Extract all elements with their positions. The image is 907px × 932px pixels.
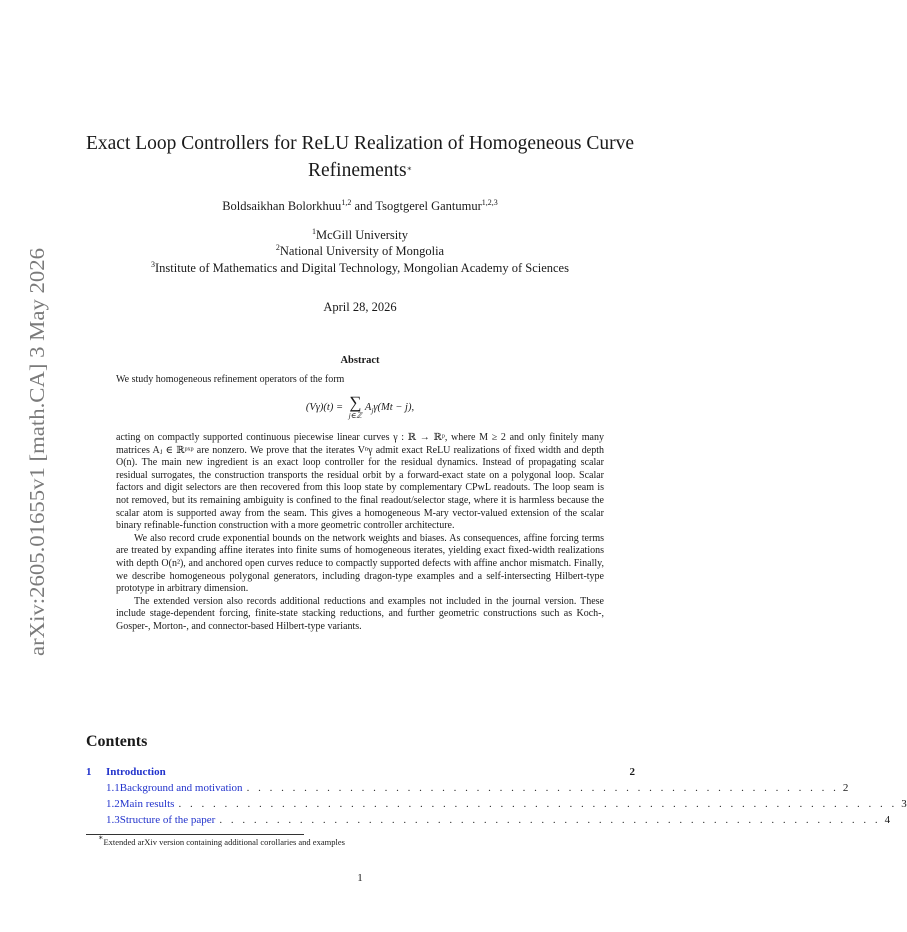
author-2-affil: 1,2,3 (481, 198, 498, 207)
toc-page: 3 (901, 798, 907, 810)
footnote (98, 833, 345, 847)
affiliation-2 (60, 244, 660, 259)
equation-lhs: (Vγ)(t) = (305, 401, 344, 413)
toc-link[interactable]: Introduction (106, 766, 166, 778)
toc-link[interactable]: Structure of the paper (119, 814, 216, 826)
footnote-rule (86, 834, 304, 835)
toc-item-introduction[interactable] (86, 766, 635, 778)
equation-matrix-index: j (371, 406, 374, 415)
abstract-paragraph-3: The extended version also records additional reductions and examples not included in the journal version. These include stage-dependent forcing, finite-state stacking reductions, and further geometric constructions such as Koch-, Gosper-, Morton-, and connector-based Hilbert-type variants. (116, 595, 604, 632)
toc-link[interactable]: Main results (119, 798, 175, 810)
affiliation-2-name: National University of Mongolia (279, 244, 445, 258)
affiliation-3-name: Institute of Mathematics and Digital Technology, Mongolian Academy of Sciences (155, 261, 569, 275)
abstract-paragraph-1: acting on compactly supported continuous piecewise linear curves γ : ℝ → ℝᵖ, where M ≥ 2 and only finitely many matrices Aⱼ ∈ ℝᵖˣᵖ are nonzero. We prove that the iterates Vⁿγ admit exact ReLU realizations of fixed width and depth O(n). The main new ingredient is an exact loop controller for the residual dynamics. Instead of propagating scalar residual surrogates, the construction transports the residual orbit by a forward-exact state on a polygonal loop. Scalar factors and digit selectors are then recovered from this loop state by complementary CPwL readouts. The loop seam is not removed, but its remaining ambiguity is confined to the final readout/selector stage, where it is harmless because the scalar atom is supported away from the seam. This gives a homogeneous M-ary vector-valued extension of the scalar binary refinable-function construction with a more geometric controller architecture. (116, 432, 604, 532)
paper-title (60, 130, 660, 184)
abstract-body (116, 432, 604, 634)
affiliation-1-mark: 1 (311, 227, 316, 236)
affiliation-1-name: McGill University (315, 228, 408, 242)
footnote-text: Extended arXiv version containing additional corollaries and examples (103, 837, 345, 847)
toc-item-background[interactable] (86, 782, 849, 794)
toc-page: 2 (629, 766, 635, 778)
abstract-intro (116, 374, 604, 387)
toc-leader: . . . . . . . . . . . . . . . . . . . . . . . . . . . . . . . . . . . . . . . . . . . . . . . . . . . . . . . . . . . . . . . (178, 798, 898, 810)
toc-number: 1.2 (106, 798, 120, 810)
abstract-heading: Abstract (340, 355, 380, 366)
abstract-paragraph-2: We also record crude exponential bounds on the network weights and biases. As consequences, affine forcing terms are treated by expanding affine iterates into finite sums of homogeneous iterates, yielding exact fixed-width realizations with depth O(n²), and anchored open curves reduce to compactly supported defects with affine anchor mismatch. Finally, we describe homogeneous polygonal generators, including dragon-type examples and a self-intersecting Hilbert-type prototype in arbitrary dimension. (116, 532, 604, 595)
author-2: Tsogtgerel Gantumur (375, 199, 482, 213)
abstract-intro-text: We study homogeneous refinement operators of the form (116, 374, 345, 385)
author-list (60, 199, 660, 214)
title-footnote-mark: ∗ (406, 164, 412, 173)
toc-leader: . . . . . . . . . . . . . . . . . . . . . . . . . . . . . . . . . . . . . . . . . . . . . . . . . . . . . . . . . . (219, 814, 881, 826)
summation-symbol: ∑ j∈ℤ (348, 393, 362, 420)
toc-page: 2 (842, 782, 849, 794)
title-line-1: Exact Loop Controllers for ReLU Realization of Homogeneous Curve (85, 133, 635, 154)
contents-heading: Contents (86, 733, 148, 750)
author-conjunction: and (351, 199, 376, 213)
author-1: Boldsaikhan Bolorkhuu (222, 199, 342, 213)
toc-number: 1.3 (106, 814, 120, 826)
toc-number: 1 (86, 766, 92, 778)
toc-link[interactable]: Background and motivation (119, 782, 243, 794)
affiliation-2-mark: 2 (275, 243, 280, 252)
affiliation-1 (60, 228, 660, 243)
page-number: 1 (357, 872, 363, 884)
arxiv-identifier-stamp (8, 248, 56, 656)
title-line-2: Refinements (308, 160, 407, 181)
arxiv-stamp-text: arXiv:2605.01655v1 [math.CA] 3 May 2026 (25, 270, 49, 656)
toc-leader: . . . . . . . . . . . . . . . . . . . . . . . . . . . . . . . . . . . . . . . . . . . . . . . . . . . . (246, 782, 839, 794)
toc-item-structure[interactable] (86, 814, 891, 826)
refinement-equation (116, 395, 604, 420)
summation-index: j∈ℤ (348, 411, 362, 420)
equation-matrix: A (364, 401, 372, 413)
toc-number: 1.1 (106, 782, 120, 794)
toc-page: 4 (884, 814, 891, 826)
equation-rhs: γ(Mt − j), (373, 401, 415, 413)
footnote-mark: ∗ (98, 833, 104, 842)
publication-date: April 28, 2026 (323, 300, 397, 314)
affiliation-3 (60, 261, 660, 276)
affiliation-3-mark: 3 (151, 260, 156, 269)
author-1-affil: 1,2 (341, 198, 352, 207)
toc-item-main-results[interactable] (86, 798, 907, 810)
